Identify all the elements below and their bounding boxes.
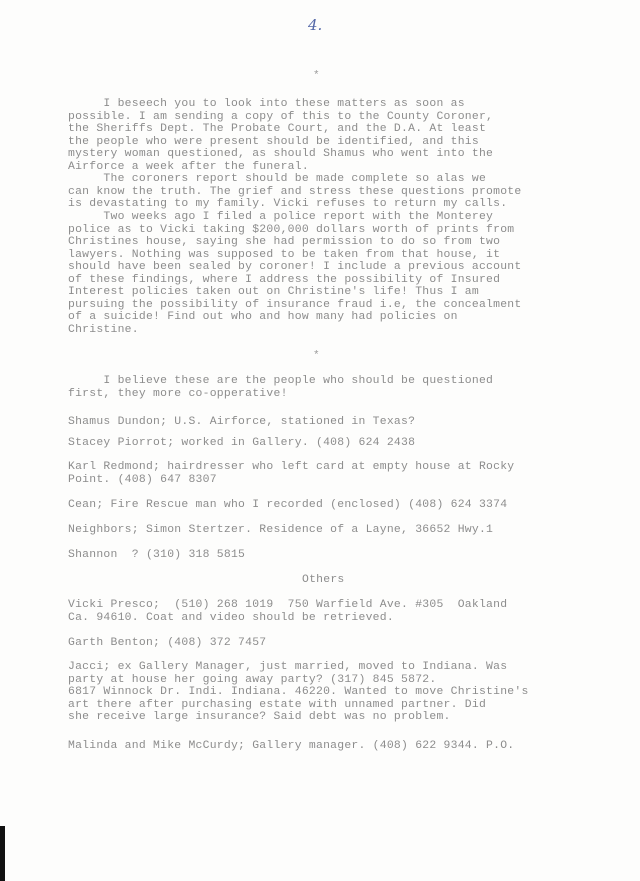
text-line: Point. (408) 647 8307 xyxy=(68,473,217,486)
text-line: can know the truth. The grief and stress these questions promote xyxy=(68,185,522,198)
text-line: pursuing the possibility of insurance fraud i.e, the concealment xyxy=(68,298,522,311)
text-line: police as to Vicki taking $200,000 dollars worth of prints from xyxy=(68,223,515,236)
text-line: Ca. 94610. Coat and video should be retrieved. xyxy=(68,611,394,624)
text-line: Garth Benton; (408) 372 7457 xyxy=(68,637,267,649)
text-line: the Sheriffs Dept. The Probate Court, and the D.A. At least xyxy=(68,123,487,135)
text-line: the people who were present should be identified, and this xyxy=(68,135,479,148)
text-line: The coroners report should be made complete so alas we xyxy=(68,173,487,185)
text-line: Two weeks ago I filed a police report with the Monterey xyxy=(68,211,494,223)
text-line: mystery woman questioned, as should Shamus who went into the xyxy=(68,148,494,160)
text-line: lawyers. Nothing was supposed to be taken from that house, it xyxy=(68,248,501,261)
text-line: Karl Redmond; hairdresser who left card at empty house at Rocky xyxy=(68,461,515,473)
text-line: Interest policies taken out on Christine's life! Thus I am xyxy=(68,286,479,298)
text-line: Cean; Fire Rescue man who I recorded (enclosed) (408) 624 3374 xyxy=(68,499,508,511)
text-line: first, they more co-opperative! xyxy=(68,387,288,400)
text-line: I beseech you to look into these matters as soon as xyxy=(68,98,465,110)
text-line: Neighbors; Simon Stertzer. Residence of a Layne, 36652 Hwy.1 xyxy=(68,524,494,536)
text-line: Jacci; ex Gallery Manager, just married, moved to Indiana. Was xyxy=(68,661,508,673)
text-line: is devastating to my family. Vicki refuses to return my calls. xyxy=(68,198,508,210)
section-separator: * xyxy=(313,70,320,82)
text-line: of a suicide! Find out who and how many had policies on xyxy=(68,311,458,323)
text-line: possible. I am sending a copy of this to the County Coroner, xyxy=(68,110,494,123)
page-number: 4. xyxy=(308,16,323,34)
text-line: Christine. xyxy=(68,323,139,336)
text-line: art there after purchasing estate with unnamed partner. Did xyxy=(68,698,487,711)
text-line: Shannon ? (310) 318 5815 xyxy=(68,549,246,561)
text-line: Stacey Piorrot; worked in Gallery. (408) 624 2438 xyxy=(68,437,416,449)
text-line: of these findings, where I address the possibility of Insured xyxy=(68,273,501,286)
scan-edge-mark xyxy=(0,826,5,881)
others-heading: Others xyxy=(302,574,345,586)
text-line: Christines house, saying she had permission to do so from two xyxy=(68,236,501,248)
text-line: should have been sealed by coroner! I include a previous account xyxy=(68,261,522,273)
text-line: I believe these are the people who should be questioned xyxy=(68,375,494,387)
section-separator: * xyxy=(313,350,320,362)
text-line: Shamus Dundon; U.S. Airforce, stationed in Texas? xyxy=(68,416,416,428)
text-line: Vicki Presco; (510) 268 1019 750 Warfield Ave. #305 Oakland xyxy=(68,599,508,611)
text-line: Airforce a week after the funeral. xyxy=(68,160,309,173)
text-line: party at house her going away party? (317) 845 5872. xyxy=(68,673,437,686)
text-line: she receive large insurance? Said debt was no problem. xyxy=(68,711,451,723)
text-line: Malinda and Mike McCurdy; Gallery manager. (408) 622 9344. P.O. xyxy=(68,740,515,752)
text-line: 6817 Winnock Dr. Indi. Indiana. 46220. Wanted to move Christine's xyxy=(68,686,529,698)
